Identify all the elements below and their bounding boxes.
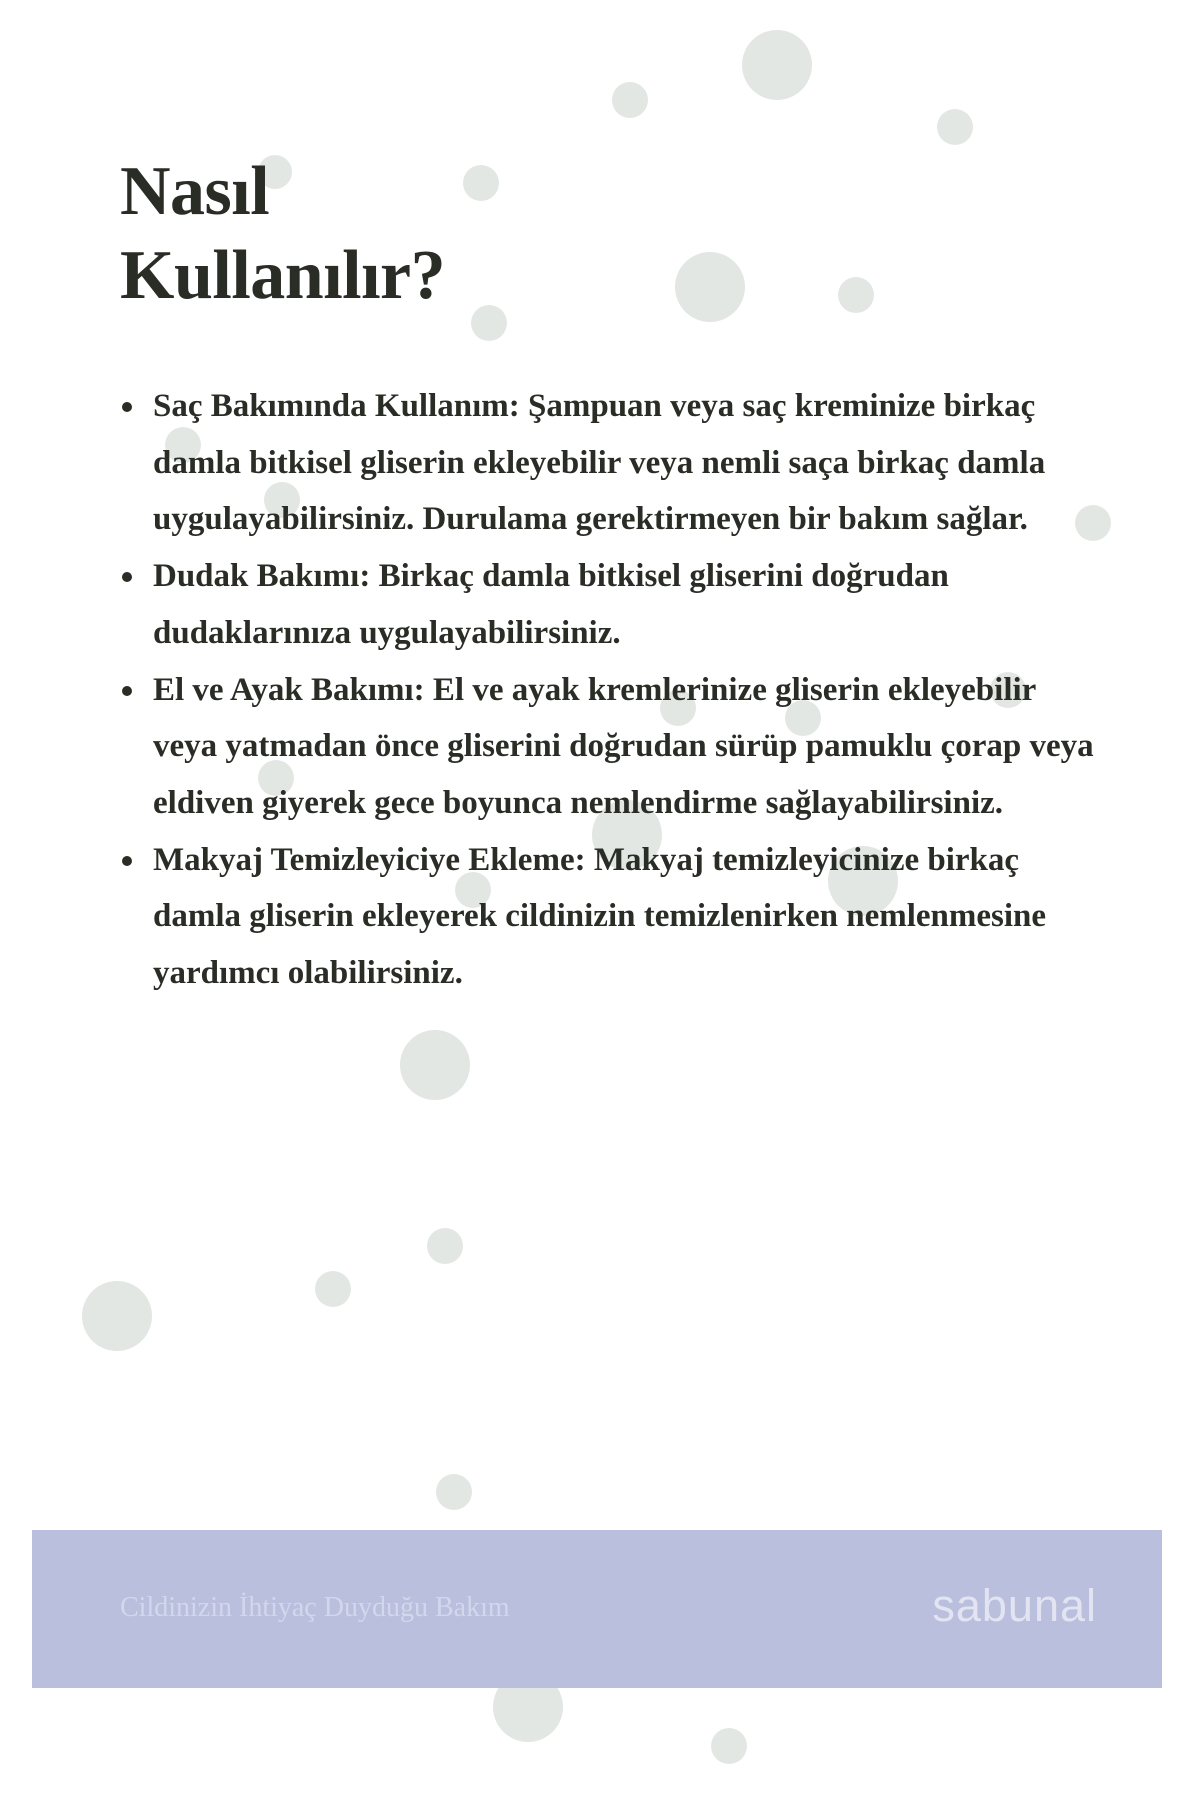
decorative-dot [471, 305, 507, 341]
decorative-dot [937, 109, 973, 145]
page-title-line-2: Kullanılır? [120, 237, 446, 314]
page-title [120, 150, 445, 318]
decorative-dot [711, 1728, 747, 1764]
footer-tagline: Cildinizin İhtiyaç Duyduğu Bakım [120, 1592, 510, 1623]
decorative-dot [82, 1281, 152, 1351]
list-item-hair-care: Saç Bakımında Kullanım: Şampuan veya saç kreminize birkaç damla bitkisel gliserin ekleyebilir veya nemli saça birkaç damla uygulayabilirsiniz. Durulama gerektirmeyen bir bakım sağlar. [120, 378, 1100, 548]
decorative-dot [675, 252, 745, 322]
decorative-dot [463, 165, 499, 201]
decorative-dot [436, 1474, 472, 1510]
page-title-line-1: Nasıl [120, 153, 270, 230]
decorative-dot [838, 277, 874, 313]
brand-logo: sabunal [932, 1580, 1097, 1631]
decorative-dot [427, 1228, 463, 1264]
decorative-dot [400, 1030, 470, 1100]
list-item-lip-care: Dudak Bakımı: Birkaç damla bitkisel gliserini doğrudan dudaklarınıza uygulayabilirsiniz. [120, 548, 1100, 661]
list-item-makeup-cleanser: Makyaj Temizleyiciye Ekleme: Makyaj temizleyicinize birkaç damla gliserin ekleyerek cildinizin temizlenirken nemlenmesine yardımcı olabilirsiniz. [120, 832, 1100, 1002]
footer-band [32, 1530, 1162, 1688]
decorative-dot [742, 30, 812, 100]
decorative-dot [612, 82, 648, 118]
usage-list [120, 378, 1100, 1002]
decorative-dot [315, 1271, 351, 1307]
list-item-hand-foot-care: El ve Ayak Bakımı: El ve ayak kremlerinize gliserin ekleyebilir veya yatmadan önce gliserini doğrudan sürüp pamuklu çorap veya eldiven giyerek gece boyunca nemlendirme sağlayabilirsiniz. [120, 662, 1100, 832]
